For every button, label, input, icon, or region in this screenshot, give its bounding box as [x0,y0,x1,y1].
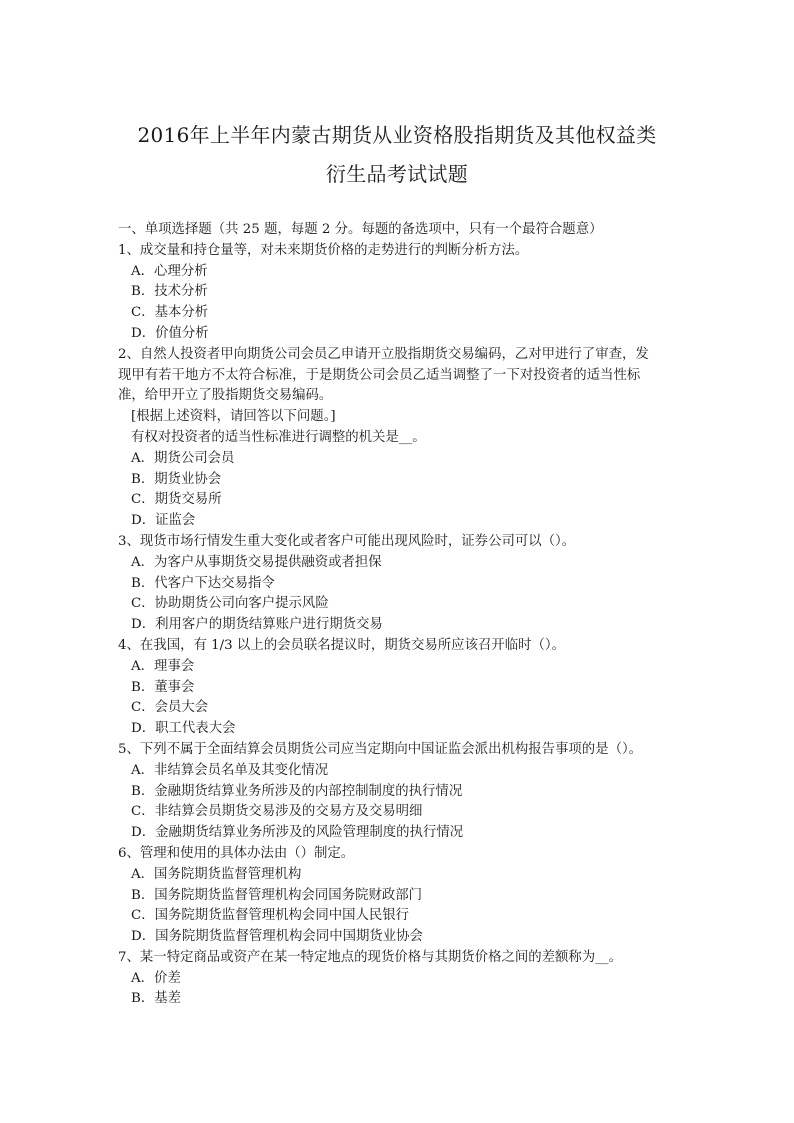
question-4-stem: 4、在我国，有 1/3 以上的会员联名提议时，期货交易所应该召开临时（）。 [118,637,565,653]
question-2-note: [根据上述资料，请回答以下问题。] [131,409,336,425]
question-1-option-d: D．价值分析 [131,325,209,341]
question-1-stem: 1、成交量和持仓量等，对未来期货价格的走势进行的判断分析方法。 [118,242,529,258]
question-7-option-b: B．基差 [131,991,182,1007]
question-4-option-d: D．职工代表大会 [131,721,236,737]
question-3-stem: 3、现货市场行情发生重大变化或者客户可能出现风险时，证券公司可以（）。 [118,533,576,549]
question-1-option-b: B．技术分析 [131,284,208,300]
question-2-option-d: D．证监会 [131,513,196,529]
question-5-option-b: B．金融期货结算业务所涉及的内部控制制度的执行情况 [131,783,463,799]
question-7-stem: 7、某一特定商品或资产在某一特定地点的现货价格与其期货价格之间的差额称为__。 [118,949,622,965]
question-6-stem: 6、管理和使用的具体办法由（）制定。 [118,845,355,861]
question-4-option-b: B．董事会 [131,679,195,695]
section-heading: 一、单项选择题（共 25 题，每题 2 分。每题的备选项中，只有一个最符合题意） [118,222,603,237]
question-2-stem-line2: 现甲有若干地方不太符合标准，于是期货公司会员乙适当调整了一下对投资者的适当性标 [118,367,641,383]
document-body [118,220,678,1010]
question-5-option-c: C．非结算会员期货交易涉及的交易方及交易明细 [131,804,423,820]
question-6-option-b: B．国务院期货监督管理机构会同国务院财政部门 [131,887,423,903]
question-3-option-c: C．协助期货公司向客户提示风险 [131,596,329,612]
question-2-sub-question: 有权对投资者的适当性标准进行调整的机关是__。 [131,429,426,445]
question-6-option-c: C．国务院期货监督管理机构会同中国人民银行 [131,908,410,924]
document-title-line1: 2016年上半年内蒙古期货从业资格股指期货及其他权益类 [137,123,657,147]
question-5-option-d: D．金融期货结算业务所涉及的风险管理制度的执行情况 [131,825,464,841]
question-5-stem: 5、下列不属于全面结算会员期货公司应当定期向中国证监会派出机构报告事项的是（）。 [118,741,643,757]
question-6-option-d: D．国务院期货监督管理机构会同中国期货业协会 [131,929,423,945]
question-1-option-c: C．基本分析 [131,305,209,321]
question-4-option-c: C．会员大会 [131,700,209,716]
question-6-option-a: A．国务院期货监督管理机构 [131,866,302,882]
document-title-line2: 衍生品考试试题 [325,162,469,186]
question-4-option-a: A．理事会 [131,658,195,674]
question-5-option-a: A．非结算会员名单及其变化情况 [131,762,329,778]
question-2-option-c: C．期货交易所 [131,492,222,508]
question-2-option-b: B．期货业协会 [131,471,222,487]
question-1-option-a: A．心理分析 [131,263,208,279]
question-7-option-a: A．价差 [131,970,181,986]
question-2-stem-line3: 准，给甲开立了股指期货交易编码。 [118,388,333,404]
question-3-option-a: A．为客户从事期货交易提供融资或者担保 [131,554,382,570]
question-2-stem-line1: 2、自然人投资者甲向期货公司会员乙申请开立股指期货交易编码，乙对甲进行了审查，发 [118,346,649,362]
question-3-option-b: B．代客户下达交易指令 [131,575,275,591]
question-3-option-d: D．利用客户的期货结算账户进行期货交易 [131,617,383,633]
question-2-option-a: A．期货公司会员 [131,450,235,466]
